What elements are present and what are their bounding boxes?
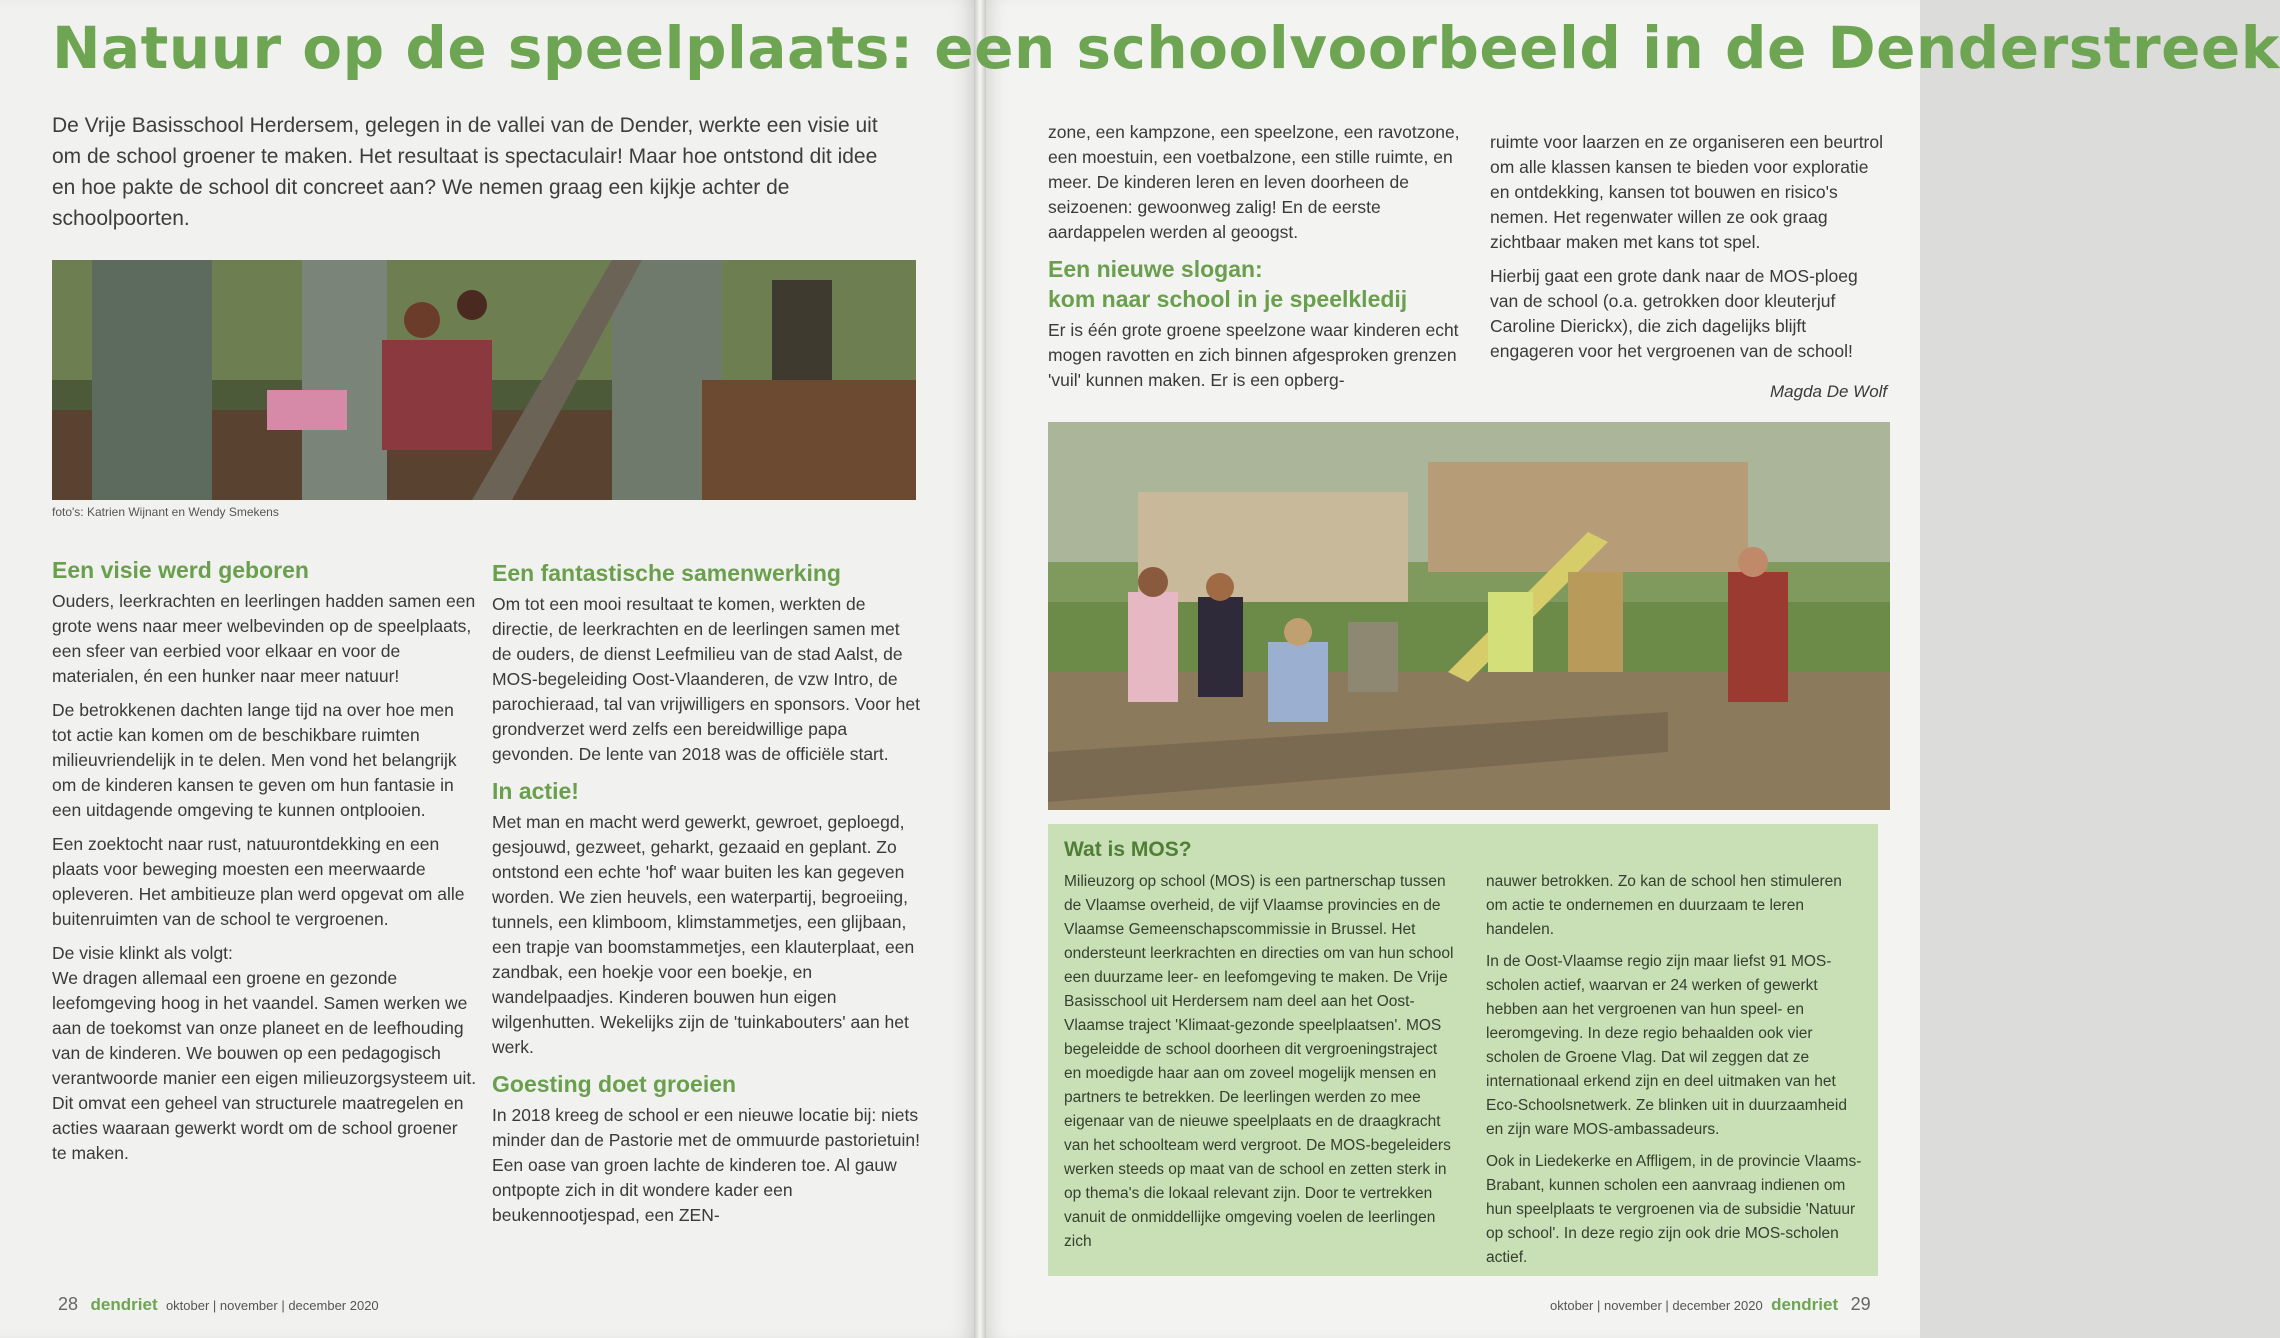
magazine-name-right: dendriet [1771, 1295, 1839, 1314]
col2-paragraph-3: In 2018 kreeg de school er een nieuwe locatie bij: niets minder dan de Pastorie met de ommuurde pastorietuin! Een oase van groen lachte de kinderen toe. Al gauw ontpopte zich in dit wondere kader een beukennootjespad, een ZEN- [492, 1105, 921, 1225]
col1-paragraph-4: De visie klinkt als volgt: [52, 943, 233, 963]
footer-right [1550, 1294, 1871, 1315]
page-number-left: 28 [58, 1294, 79, 1314]
heading-slogan-line-2: kom naar school in je speelkledij [1048, 286, 1408, 312]
photo-caption: foto's: Katrien Wijnant en Wendy Smekens [52, 505, 279, 519]
column-2 [492, 558, 920, 1237]
footer-left [58, 1294, 379, 1315]
heading-in-actie: In actie! [492, 778, 579, 804]
heading-samenwerking: Een fantastische samenwerking [492, 560, 841, 586]
col1-paragraph-1: Ouders, leerkrachten en leerlingen hadden samen een grote wens naar meer welbevinden op de speelplaats, een sfeer van eerbied voor elkaar en voor de materialen, én een hunker naar meer natuur! [52, 591, 476, 686]
column-4 [1490, 130, 1890, 373]
mos-infobox [1048, 824, 1878, 1276]
heading-slogan-line-1: Een nieuwe slogan: [1048, 256, 1263, 282]
page-number-right: 29 [1850, 1294, 1871, 1314]
col1-paragraph-3: Een zoektocht naar rust, natuurontdekking en een plaats voor beweging moesten een meerwaarde opleveren. Het ambitieuze plan werd opgevat om alle buitenruimten van de school te vergroenen. [52, 834, 465, 929]
mos-column-left [1064, 870, 1454, 1262]
author-byline: Magda De Wolf [1770, 382, 1888, 401]
col2-paragraph-1: Om tot een mooi resultaat te komen, werkten de directie, de leerkrachten en de leerlingen samen met de ouders, de dienst Leefmilieu van de stad Aalst, de MOS-begeleiding Oost-Vlaanderen, de vzw Intro, de parochieraad, tal van vrijwilligers en sponsors. Voor het grondverzet werd zelfs een bereidwillige papa gevonden. De lente van 2018 was de officiële start. [492, 594, 920, 764]
heading-goesting: Goesting doet groeien [492, 1071, 737, 1097]
mos-right-paragraph-2: In de Oost-Vlaamse regio zijn maar liefst 91 MOS-scholen actief, waarvan er 24 werken of gewerkt hebben aan het vergroenen van hun speel- en leeromgeving. In deze regio behaalden ook vier scholen de Groene Vlag. Dat wil zeggen dat ze internationaal erkend zijn en deel uitmaken van het Eco-Schoolsnetwerk. Ze blinken uit in duurzaamheid en zijn ware MOS-ambassadeurs. [1486, 953, 1847, 1138]
magazine-name-left: dendriet [90, 1295, 158, 1314]
mos-right-paragraph-1: nauwer betrokken. Zo kan de school hen stimuleren om actie te ondernemen en duurzaam te leren handelen. [1486, 873, 1842, 938]
mos-left-paragraph: Milieuzorg op school (MOS) is een partnerschap tussen de Vlaamse overheid, de vijf Vlaamse provincies en de Vlaamse Gemeenschapscommissie in Brussel. Het ondersteunt leerkrachten en directies om van hun school een duurzame leer- en leefomgeving te maken. De Vrije Basisschool uit Herdersem nam deel aan het Oost-Vlaamse traject 'Klimaat-gezonde speelplaatsen'. MOS begeleidde de school doorheen dit vergroeningstraject en moedigde haar aan om zoveel mogelijk mensen en partners te betrekken. De leerlingen werden zo mee eigenaar van de nieuwe speelplaats en de draagkracht van het schoolteam werd vergroot. De MOS-begeleiders werken steeds op maat van de school en zetten sterk in op thema's die lokaal relevant zijn. Door te vertrekken vanuit de onmiddellijke omgeving voelen de leerlingen zich [1064, 873, 1454, 1250]
col2-paragraph-2: Met man en macht werd gewerkt, gewroet, geploegd, gesjouwd, gezweet, geharkt, gezaaid en geplant. Zo ontstond een echte 'hof' waar buiten les kan gegeven worden. We zien heuvels, een waterpartij, begroeiing, tunnels, een klimboom, klimstammetjes, een glijbaan, een trapje van boomstammetjes, een klauterplaat, een zandbak, een hoekje voor een boekje, en wandelpaadjes. Kinderen bouwen hun eigen wilgenhutten. Wekelijks zijn de 'tuinkabouters' aan het werk. [492, 812, 915, 1057]
col4-paragraph-2: Hierbij gaat een grote dank naar de MOS-ploeg van de school (o.a. getrokken door kleuterjuf Caroline Dierickx), die zich dagelijks blijft engageren voor het vergroenen van de school! [1490, 266, 1858, 361]
col4-paragraph-1: ruimte voor laarzen en ze organiseren een beurtrol om alle klassen kansen te bieden voor exploratie en ontdekking, kansen tot bouwen en risico's nemen. Het regenwater willen ze ook graag zichtbaar maken met kans tot spel. [1490, 132, 1883, 252]
playground-photo [1048, 422, 1890, 810]
spine-fold [974, 0, 986, 1338]
mos-column-right [1486, 870, 1866, 1278]
col3-paragraph-2: Er is één grote groene speelzone waar kinderen echt mogen ravotten en zich binnen afgesproken grenzen 'vuil' kunnen maken. Er is een opberg- [1048, 320, 1459, 390]
column-1 [52, 555, 477, 1175]
issue-date-left: oktober | november | december 2020 [165, 1298, 379, 1313]
article-headline: Natuur op de speelplaats: een schoolvoorbeeld in de Denderstreek [52, 14, 2280, 82]
heading-wat-is-mos: Wat is MOS? [1064, 838, 1192, 861]
intro-paragraph: De Vrije Basisschool Herdersem, gelegen in de vallei van de Dender, werkte een visie uit om de school groener te maken. Het resultaat is spectaculair! Maar hoe ontstond dit idee en hoe pakte de school dit concreet aan? We nemen graag een kijkje achter de schoolpoorten. [52, 114, 878, 230]
col1-paragraph-5: We dragen allemaal een groene en gezonde leefomgeving hoog in het vaandel. Samen werken we aan de toekomst van onze planeet en de leefhouding van de kinderen. We bouwen op een pedagogisch verantwoorde manier een eigen milieuzorgsysteem uit. Dit omvat een geheel van structurele maatregelen en acties waaraan gewerkt wordt om de school groener te maken. [52, 968, 477, 1163]
column-3 [1048, 120, 1468, 402]
heading-visie: Een visie werd geboren [52, 557, 309, 583]
col1-paragraph-2: De betrokkenen dachten lange tijd na over hoe men tot actie kan komen om de beschikbare ruimten milieuvriendelijk in te delen. Men vond het belangrijk om de kinderen kansen te geven om hun fantasie in een uitdagende omgeving te kunnen ontplooien. [52, 700, 457, 820]
col3-paragraph-1: zone, een kampzone, een speelzone, een ravotzone, een moestuin, een voetbalzone, een stille ruimte, en meer. De kinderen leren en leven doorheen de seizoenen: gewoonweg zalig! En de eerste aardappelen werden al geoogst. [1048, 122, 1460, 242]
forest-photo [52, 260, 916, 500]
mos-right-paragraph-3: Ook in Liedekerke en Affligem, in de provincie Vlaams-Brabant, kunnen scholen een aanvraag indienen om hun speelplaats te vergroenen via de subsidie 'Natuur op school'. In deze regio zijn ook drie MOS-scholen actief. [1486, 1153, 1862, 1266]
issue-date-right: oktober | november | december 2020 [1550, 1298, 1763, 1313]
